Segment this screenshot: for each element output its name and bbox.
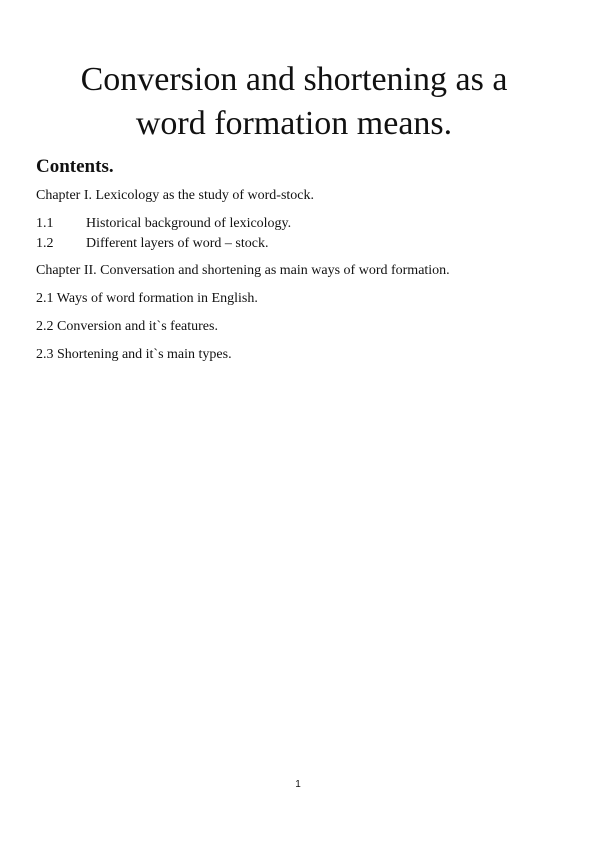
contents-heading: Contents. xyxy=(36,156,114,177)
toc-chapter-2: Chapter II. Conversation and shortening as main ways of word formation. xyxy=(36,263,450,278)
toc-item-2-1: 2.1 Ways of word formation in English. xyxy=(36,291,258,306)
toc-item-1-2-number: 1.2 xyxy=(36,236,54,251)
toc-chapter-1: Chapter I. Lexicology as the study of word-stock. xyxy=(36,188,314,203)
toc-item-2-3: 2.3 Shortening and it`s main types. xyxy=(36,347,232,362)
toc-item-1-2-text: Different layers of word – stock. xyxy=(86,236,269,251)
title-line-2: word formation means. xyxy=(135,105,453,142)
toc-item-1-2 xyxy=(36,235,268,253)
document-title xyxy=(20,58,568,146)
toc-item-1-1-number: 1.1 xyxy=(36,216,54,231)
page-number: 1 xyxy=(295,779,301,790)
toc-item-2-2: 2.2 Conversion and it`s features. xyxy=(36,319,218,334)
toc-item-1-1-text: Historical background of lexicology. xyxy=(86,216,292,231)
toc-item-1-1 xyxy=(36,215,291,233)
title-line-1: Conversion and shortening as a xyxy=(80,61,508,98)
